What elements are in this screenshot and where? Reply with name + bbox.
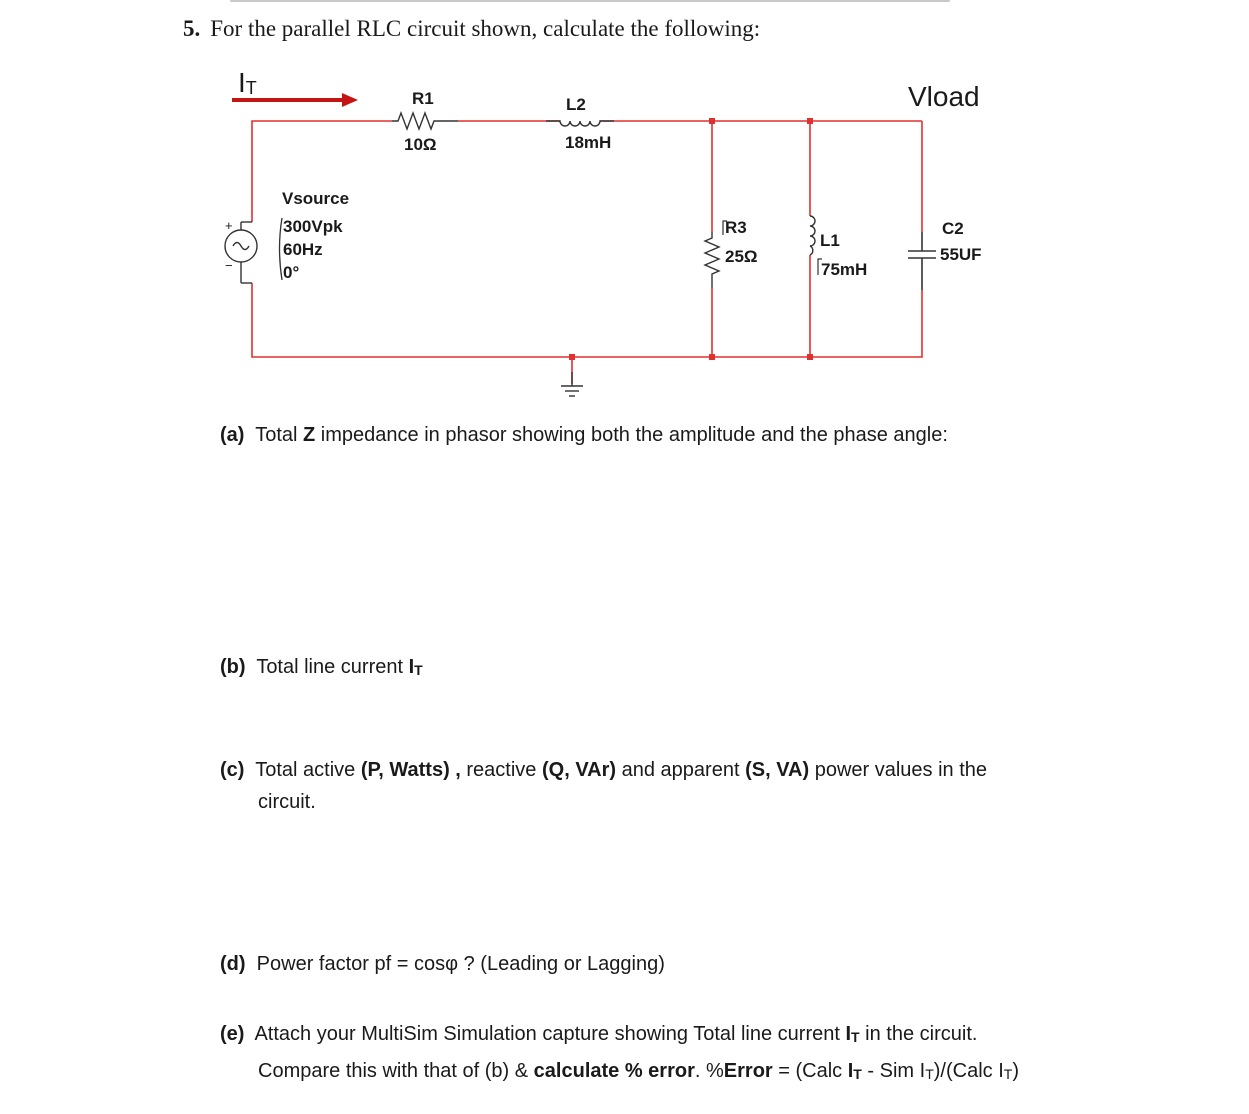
r3-resistor-symbol [705,232,719,288]
r1-resistor-symbol [392,113,458,129]
l2-value: 18mH [565,133,612,152]
r1-name: R1 [412,89,434,108]
source-frequency: 60Hz [283,240,323,259]
ground-symbol [561,372,583,396]
vload-label: Vload [908,81,980,112]
part-a-text-before: Total [255,424,304,446]
circuit-diagram [0,0,1249,420]
c2-name: C2 [942,219,964,238]
part-b [220,653,423,684]
junction-dots [569,118,813,360]
part-a [220,421,948,449]
part-b-text: Total line current [256,656,409,678]
question-number: 5. [183,16,201,41]
part-c-text-3: and apparent [616,759,746,781]
part-c-line-2: circuit. [258,791,316,813]
l1-inductor-symbol [810,216,815,255]
source-plus: + [225,218,233,233]
part-c-bold-1: (P, Watts) , [360,759,461,781]
circuit-wires [252,121,922,384]
part-e-label: (e) [220,1023,245,1045]
r3-value: 25Ω [725,247,758,266]
part-c [220,754,987,818]
source-amplitude: 300Vpk [283,217,343,236]
part-e-it: $I_T$ [845,1023,860,1046]
part-c-text-4: power values in the [809,759,988,781]
part-b-label: (b) [220,656,246,678]
part-c-text-2: reactive [460,759,542,781]
part-e-text-2: in the circuit. [859,1023,978,1045]
source-bracket [280,218,283,280]
part-a-z: Z [303,424,316,446]
part-d [220,950,665,978]
part-c-text-1: Total active [255,759,361,781]
part-e-text-1: Attach your MultiSim Simulation capture showing Total line current [254,1023,846,1045]
part-d-label: (d) [220,953,246,975]
l2-name: L2 [566,95,586,114]
source-name: Vsource [282,189,350,208]
part-d-text: Power factor pf = cosφ ? (Leading or Lagging) [256,953,665,975]
question-text: For the parallel RLC circuit shown, calculate the following: [210,16,761,41]
source-phase: 0° [283,263,300,282]
r1-value: 10Ω [404,135,437,154]
c2-capacitor-symbol [908,232,936,290]
part-b-it: $I_T$ [408,656,423,679]
current-label: IT [238,67,257,98]
part-c-bold-2: (Q, VAr) [542,759,617,781]
source-minus: − [225,258,233,273]
part-c-label: (c) [220,759,245,781]
l1-value: 75mH [821,260,868,279]
l1-name: L1 [820,231,840,250]
r3-name: R3 [725,218,747,237]
part-e [220,1017,1019,1091]
c2-value: 55UF [940,245,982,264]
part-a-label: (a) [220,424,245,446]
part-a-text-after: impedance in phasor showing both the amplitude and the phase angle: [315,424,948,446]
part-e-line-2: Compare this with that of (b) & calculate % error. %Error = (Calc $I_T$ - Sim $I_T)/(Calc$ $I_T$) [258,1060,1019,1083]
part-c-bold-3: (S, VA) [745,759,810,781]
